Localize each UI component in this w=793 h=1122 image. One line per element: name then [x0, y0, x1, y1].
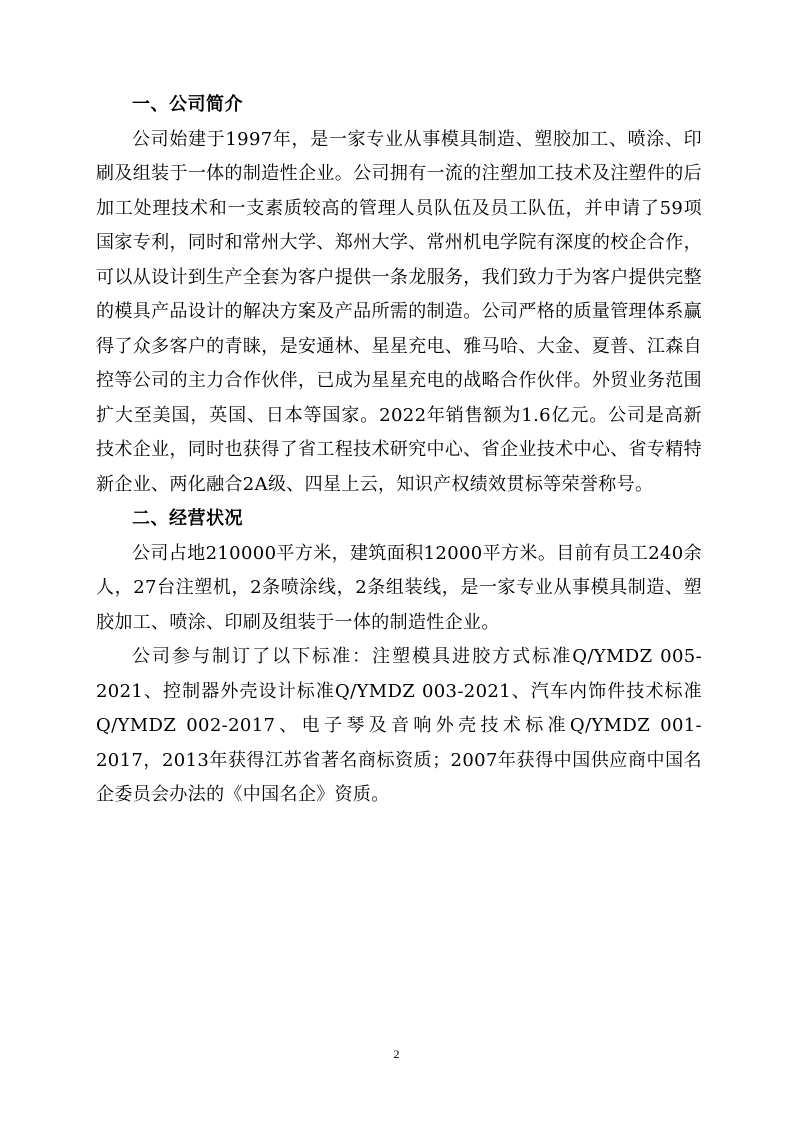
standards-paragraph: 公司参与制订了以下标准：注塑模具进胶方式标准Q/YMDZ 005-2021、控制器外壳设计标准Q/YMDZ 003-2021、汽车内饰件技术标准Q/YMDZ 002-2017、电子琴及音响外壳技术标准Q/YMDZ 001-2017，2013年获得江苏省著名商标资质；2007年获得中国供应商中国名企委员会办法的《中国名企》资质。 [96, 646, 702, 805]
section-heading-business-status: 二、经营状况 [132, 508, 243, 529]
page-number: 2 [393, 1047, 400, 1061]
section-heading-company-profile: 一、公司简介 [132, 94, 243, 115]
business-status-paragraph: 公司占地210000平方米，建筑面积12000平方米。目前有员工240余人，27台注塑机，2条喷涂线，2条组装线，是一家专业从事模具制造、塑胶加工、喷涂、印刷及组装于一体的制造性企业。 [96, 542, 702, 633]
page-content [96, 88, 702, 813]
company-profile-paragraph: 公司始建于1997年，是一家专业从事模具制造、塑胶加工、喷涂、印刷及组装于一体的制造性企业。公司拥有一流的注塑加工技术及注塑件的后加工处理技术和一支素质较高的管理人员队伍及员工队伍，并申请了59项国家专利，同时和常州大学、郑州大学、常州机电学院有深度的校企合作，可以从设计到生产全套为客户提供一条龙服务，我们致力于为客户提供完整的模具产品设计的解决方案及产品所需的制造。公司严格的质量管理体系赢得了众多客户的青睐，是安通林、星星充电、雅马哈、大金、夏普、江森自控等公司的主力合作伙伴，已成为星星充电的战略合作伙伴。外贸业务范围扩大至美国，英国、日本等国家。2022年销售额为1.6亿元。公司是高新技术企业，同时也获得了省工程技术研究中心、省企业技术中心、省专精特新企业、两化融合2A级、四星上云，知识产权绩效贯标等荣誉称号。 [96, 128, 702, 495]
